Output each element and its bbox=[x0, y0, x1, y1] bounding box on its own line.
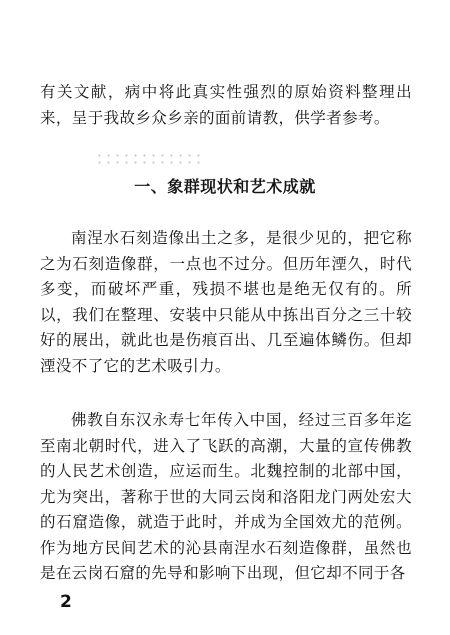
paragraph-current-state: 南涅水石刻造像出土之多，是很少见的，把它称之为石刻造像群，一点也不过分。但历年湮久，时代多变，而破坏严重，残损不堪也是绝无仅有的。所以，我们在整理、安装中只能从中拣出百分之三十较好的展出，就此也是伤痕百出、几至遍体鳞伤。但却湮没不了它的艺术吸引力。 bbox=[40, 229, 412, 375]
paragraph-buddhism-history: 佛教自东汉永寿七年传入中国，经过三百多年迄至南北朝时代，进入了飞跃的高潮，大量的宣传佛教的人民艺术创造，应运而生。北魏控制的北部中国，尤为突出，著称于世的大同云岗和洛阳龙门两处宏大的石窟造像，就造于此时，并成为全国效尤的范例。作为地方民间艺术的沁县南涅水石刻造像群，虽然也是在云岗石窟的先导和影响下出现，但它却不同于各 bbox=[40, 411, 412, 582]
paragraph-intro-continuation: 有关文献，病中将此真实性强烈的原始资料整理出来，呈于我故乡众乡亲的面前请教，供学者参考。 bbox=[40, 83, 412, 127]
page-number: 2 bbox=[60, 592, 72, 612]
scan-speckle bbox=[95, 152, 205, 166]
section-heading: 一、象群现状和艺术成就 bbox=[134, 177, 316, 196]
